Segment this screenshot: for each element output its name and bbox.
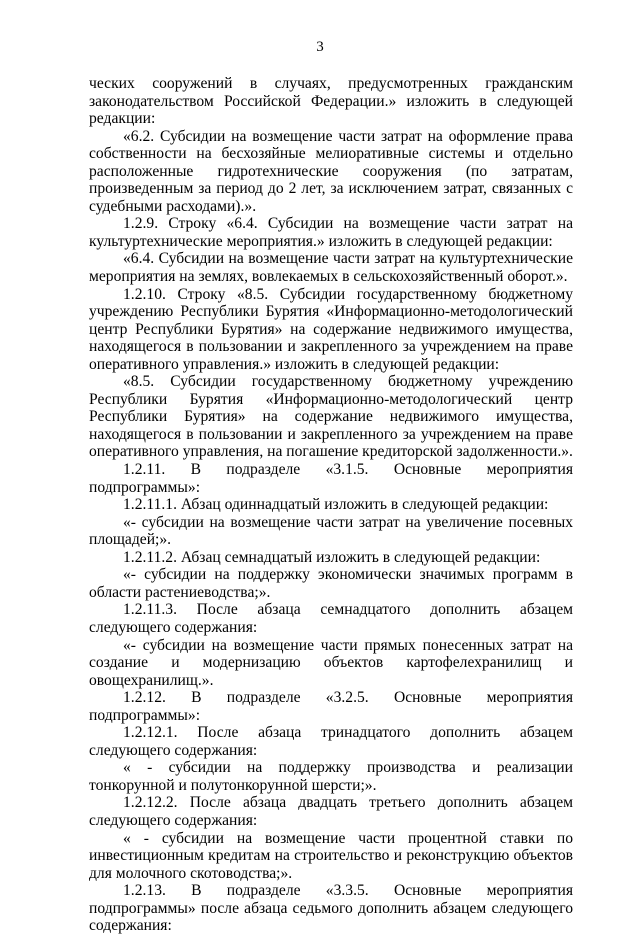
paragraph-1-2-12: 1.2.12. В подразделе «3.2.5. Основные мероприятия подпрограммы»: <box>89 689 573 724</box>
paragraph-1-2-13: 1.2.13. В подразделе «3.3.5. Основные мероприятия подпрограммы» после абзаца седьмого дополнить абзацем следующего содержания: <box>89 882 573 935</box>
paragraph-quote-storage: «- субсидии на возмещение части прямых понесенных затрат на создание и модернизацию объектов картофелехранилищ и овощехранилищ.». <box>89 636 573 689</box>
paragraph-1-2-9: 1.2.9. Строку «6.4. Субсидии на возмещение части затрат на культуртехнические мероприятия.» изложить в следующей редакции: <box>89 215 573 250</box>
paragraph-quote-8-5: «8.5. Субсидии государственному бюджетному учреждению Республики Бурятия «Информационно-методологический центр Республики Бурятия» на содержание недвижимого имущества, находящегося в пользовании и закрепленного за учреждением на праве оперативного управления, на погашение кредиторской задолженности.». <box>89 373 573 461</box>
paragraph-1-2-11: 1.2.11. В подразделе «3.1.5. Основные мероприятия подпрограммы»: <box>89 461 573 496</box>
paragraph-1-2-11-2: 1.2.11.2. Абзац семнадцатый изложить в следующей редакции: <box>123 548 541 566</box>
paragraph-quote-6-4: «6.4. Субсидии на возмещение части затрат на культуртехнические мероприятия на землях, вовлекаемых в сельскохозяйственный оборот.». <box>89 250 573 286</box>
paragraph-1-2-11-3: 1.2.11.3. После абзаца семнадцатого дополнить абзацем следующего содержания: <box>89 601 573 636</box>
paragraph-quote-wool: « - субсидии на поддержку производства и реализации тонкорунной и полутонкорунной шерсти;». <box>89 759 573 794</box>
paragraph-1-2-12-1: 1.2.12.1. После абзаца тринадцатого дополнить абзацем следующего содержания: <box>89 724 573 759</box>
paragraph-quote-crop-programs: «- субсидии на поддержку экономически значимых программ в области растениеводства;». <box>89 566 573 601</box>
document-body <box>89 75 573 935</box>
paragraph-1-2-11-1: 1.2.11.1. Абзац одиннадцатый изложить в следующей редакции: <box>123 496 549 514</box>
paragraph-quote-6-2: «6.2. Субсидии на возмещение части затрат на оформление права собственности на бесхозяйные мелиоративные системы и отдельно расположенные гидротехнические сооружения (по затратам, произведенным за период до 2 лет, за исключением затрат, связанных с судебными расходами).». <box>89 127 573 215</box>
paragraph-quote-dairy-credit: « - субсидии на возмещение части процентной ставки по инвестиционным кредитам на строительство и реконструкцию объектов для молочного скотоводства;». <box>89 829 573 882</box>
paragraph-continuation: ческих сооружений в случаях, предусмотренных гражданским законодательством Российской Федерации.» изложить в следующей редакции: <box>89 75 573 128</box>
page-number: 3 <box>316 39 324 55</box>
paragraph-1-2-10: 1.2.10. Строку «8.5. Субсидии государственному бюджетному учреждению Республики Бурятия «Информационно-методологический центр Республики Бурятия» на содержание недвижимого имущества, находящегося в пользовании и закрепленного за учреждением на праве оперативного управления.» изложить в следующей редакции: <box>89 285 573 373</box>
paragraph-quote-sown-area: «- субсидии на возмещение части затрат на увеличение посевных площадей;». <box>89 513 573 549</box>
paragraph-1-2-12-2: 1.2.12.2. После абзаца двадцать третьего дополнить абзацем следующего содержания: <box>89 794 573 829</box>
